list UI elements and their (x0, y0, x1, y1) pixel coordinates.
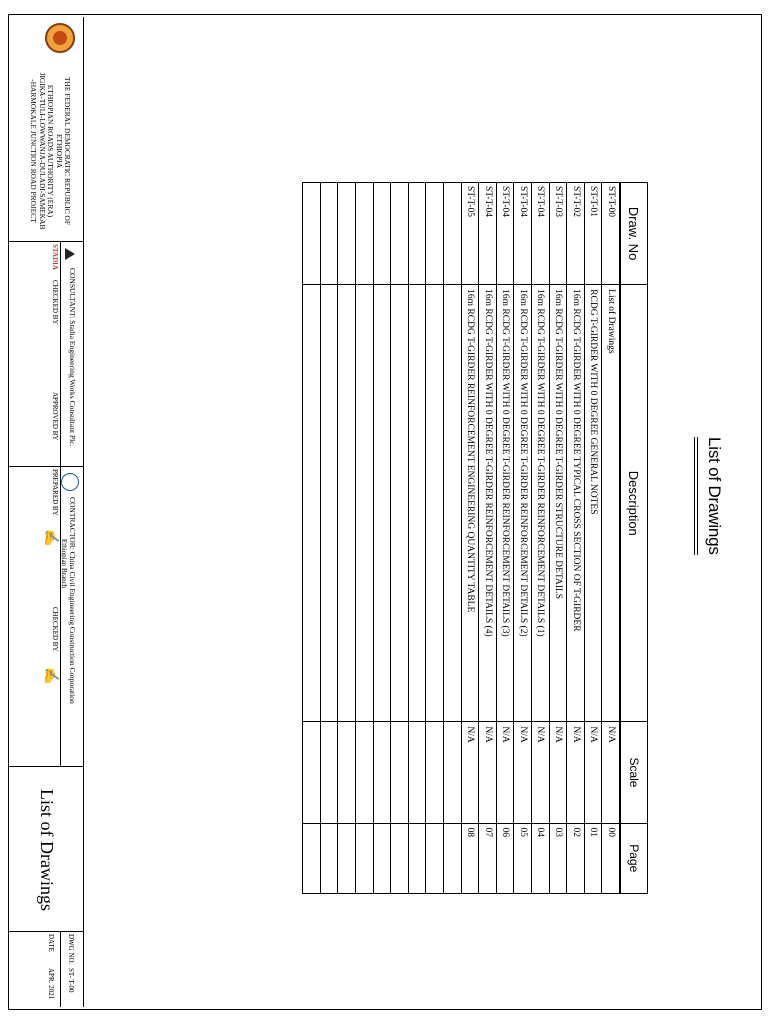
cell-scale (320, 722, 338, 823)
cell-page (391, 823, 409, 893)
cell-no: ST-T-00 (602, 183, 620, 285)
cell-no: ST-T-03 (549, 183, 567, 285)
table-row (426, 183, 444, 894)
cell-page: 02 (567, 823, 585, 893)
cell-desc: RCDG T-GIRDER WITH 0 DEGREE GENERAL NOTES (584, 285, 602, 722)
cell-desc (408, 285, 426, 722)
cell-scale: N/A (461, 722, 479, 823)
era-logo-icon (45, 23, 75, 53)
ccecc-logo-icon (61, 473, 79, 491)
cell-desc (444, 285, 462, 722)
prepared-by-label: PREPARED BY (51, 469, 59, 516)
table-row (532, 183, 550, 894)
table-row (373, 183, 391, 894)
cell-desc: 16m RCDG T-GIRDER WITH 0 DEGREE TYPICAL CROSS SECTION OF T-GIRDER (567, 285, 585, 722)
cell-page: 05 (514, 823, 532, 893)
cell-scale (426, 722, 444, 823)
divider (60, 467, 61, 766)
table-row (567, 183, 585, 894)
consultant-name: CONSULTANT: Stadia Engineering Works Consultant Plc. (68, 268, 77, 447)
cell-no (373, 183, 391, 285)
checked-by-label: CHECKED BY (51, 280, 59, 325)
table-row (356, 183, 374, 894)
table-row (479, 183, 497, 894)
cell-desc (356, 285, 374, 722)
cell-page (320, 823, 338, 893)
cell-desc: 16m RCDG T-GIRDER WITH 0 DEGREE T-GIRDER REINFORCEMENT DETAILS (1) (532, 285, 550, 722)
cell-desc (426, 285, 444, 722)
table-row (338, 183, 356, 894)
stadia-label: STADIA (51, 244, 59, 270)
cell-scale (391, 722, 409, 823)
cell-scale (356, 722, 374, 823)
table-header-row (620, 183, 648, 894)
cell-desc (391, 285, 409, 722)
cell-desc: 16m RCDG T-GIRDER WITH 0 DEGREE T-GIRDER STRUCTURE DETAILS (549, 285, 567, 722)
client-line-1: THE FEDERAL DEMOCRATIC REPUBLIC OF ETHIOPIA (54, 77, 72, 225)
cell-page: 03 (549, 823, 567, 893)
cell-scale (373, 722, 391, 823)
cell-page (444, 823, 462, 893)
cell-desc: List of Drawings (602, 285, 620, 722)
contractor-branch: Ethiopian Branch (60, 539, 68, 589)
header-draw-no: Draw. No (620, 183, 648, 285)
cell-no: ST-T-04 (479, 183, 497, 285)
cell-page: 08 (461, 823, 479, 893)
table-row (391, 183, 409, 894)
cell-desc: 16m RCDG T-GIRDER WITH 0 DEGREE T-GIRDER REINFORCEMENT DETAILS (3) (496, 285, 514, 722)
divider (60, 932, 61, 1007)
drawing-list-table (302, 182, 648, 894)
table-row (584, 183, 602, 894)
table-row (320, 183, 338, 894)
cell-no (408, 183, 426, 285)
cell-desc: 16m RCDG T-GIRDER WITH 0 DEGREE T-GIRDER REINFORCEMENT DETAILS (4) (479, 285, 497, 722)
checked-by-2-label: CHECKED BY (51, 607, 59, 652)
date-label: DATE (47, 934, 55, 952)
contractor-name: CONTRACTOR: China Civil Engineering Construction Corporation (68, 497, 77, 704)
cell-page: 07 (479, 823, 497, 893)
client-name (29, 61, 71, 241)
table-row (461, 183, 479, 894)
cell-desc (373, 285, 391, 722)
cell-no: ST-T-04 (496, 183, 514, 285)
cell-no (426, 183, 444, 285)
table-row (303, 183, 321, 894)
cell-scale: N/A (567, 722, 585, 823)
cell-scale (303, 722, 321, 823)
cell-page (373, 823, 391, 893)
cell-no: ST-T-02 (567, 183, 585, 285)
cell-no (320, 183, 338, 285)
consultant-cell (9, 242, 83, 467)
date-value: APR. 2021 (47, 968, 55, 1000)
cell-page (426, 823, 444, 893)
table-row (549, 183, 567, 894)
contractor-cell (9, 467, 83, 767)
cell-scale: N/A (479, 722, 497, 823)
cell-scale (338, 722, 356, 823)
cell-page (303, 823, 321, 893)
cell-no (338, 183, 356, 285)
cell-desc: 16m RCDG T-GIRDER REINFORCEMENT ENGINEERING QUANTITY TABLE (461, 285, 479, 722)
cell-page (356, 823, 374, 893)
approved-by-label: APPROVED BY (51, 392, 59, 441)
cell-page: 04 (532, 823, 550, 893)
cell-scale: N/A (532, 722, 550, 823)
page-title: List of Drawings (705, 437, 724, 555)
dwg-no: ST- T-00 (67, 968, 75, 993)
stadia-logo-icon (61, 246, 77, 262)
dwg-info-cell (9, 932, 83, 1007)
header-description: Description (620, 285, 648, 722)
preparer-signature: ✍ (43, 529, 58, 547)
header-scale: Scale (620, 722, 648, 823)
cell-no: ST-T-04 (532, 183, 550, 285)
cell-desc (338, 285, 356, 722)
cell-no (444, 183, 462, 285)
cell-page (408, 823, 426, 893)
rotated-sheet (10, 17, 760, 1007)
drawing-frame (8, 14, 762, 1010)
table-row (444, 183, 462, 894)
cell-desc (320, 285, 338, 722)
cell-desc: 16m RCDG T-GIRDER WITH 0 DEGREE T-GIRDER REINFORCEMENT DETAILS (2) (514, 285, 532, 722)
divider (60, 242, 61, 466)
checker-signature: ✍ (43, 667, 58, 685)
client-line-3: JIGIKA-TULI-LOWWANJA-DULADI-SAMEKAB (37, 72, 47, 230)
cell-page (338, 823, 356, 893)
cell-no: ST-T-04 (514, 183, 532, 285)
client-line-2: ETHIOPIAN ROADS AUTHORITY (ERA) (46, 84, 56, 218)
client-cell (9, 17, 83, 242)
cell-scale: N/A (602, 722, 620, 823)
table-row (408, 183, 426, 894)
cell-no (303, 183, 321, 285)
client-line-4: -HARMOKALE JUNCTION ROAD PROJECT (29, 79, 39, 223)
cell-no (356, 183, 374, 285)
cell-scale: N/A (496, 722, 514, 823)
cell-scale: N/A (584, 722, 602, 823)
header-page: Page (620, 823, 648, 893)
cell-scale (408, 722, 426, 823)
cell-desc (303, 285, 321, 722)
cell-page: 00 (602, 823, 620, 893)
dwg-no-label: DWG NO. (67, 934, 75, 965)
cell-no (391, 183, 409, 285)
cell-no: ST-T-01 (584, 183, 602, 285)
sheet-title: List of Drawings (37, 789, 57, 911)
table-row (602, 183, 620, 894)
sheet-title-cell (9, 767, 83, 932)
cell-scale: N/A (514, 722, 532, 823)
title-block (9, 17, 84, 1007)
cell-scale (444, 722, 462, 823)
table-row (514, 183, 532, 894)
cell-page: 01 (584, 823, 602, 893)
cell-no: ST-T-05 (461, 183, 479, 285)
cell-scale: N/A (549, 722, 567, 823)
table-row (496, 183, 514, 894)
cell-page: 06 (496, 823, 514, 893)
